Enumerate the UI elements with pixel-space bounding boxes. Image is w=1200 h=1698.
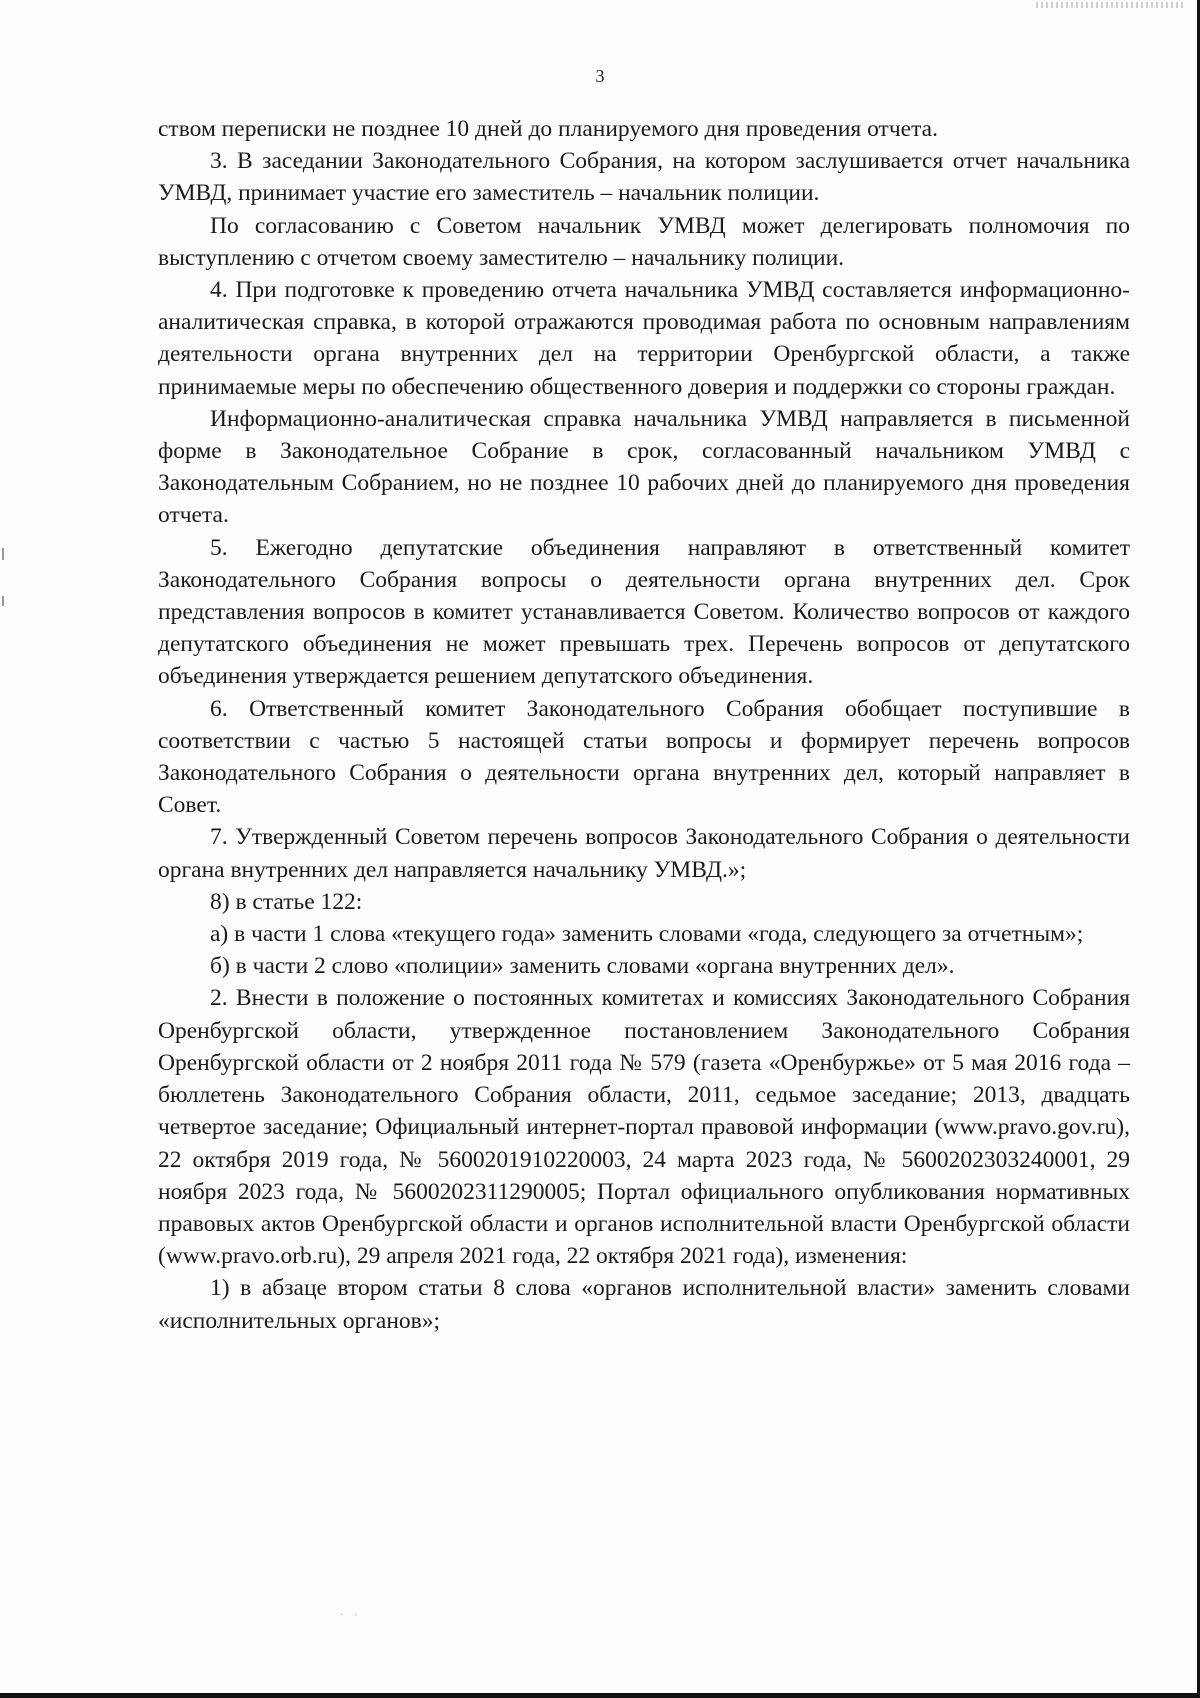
scan-artifact-specks: · · — [340, 1610, 362, 1621]
paragraph: 8) в статье 122: — [210, 888, 363, 915]
paragraph: Информационно-аналитическая справка начальника УМВД направляется в письменной форме в Законодательное Собрание в срок, согласованный начальником УМВД с Законодательным Собранием, но не позднее 10 рабочих дней до планируемого дня проведения отчета. — [158, 405, 1130, 529]
paragraph: б) в части 2 слово «полиции» заменить словами «органа внутренних дел». — [210, 953, 955, 980]
paragraph: а) в части 1 слова «текущего года» заменить словами «года, следующего за отчетным»; — [210, 921, 1084, 948]
scan-artifact-corner — [1036, 2, 1186, 8]
paragraph: 2. Внести в положение о постоянных комитетах и комиссиях Законодательного Собрания Оренбургской области, утвержденное постановлением Законодательного Собрания Оренбургской области от 2 ноября 2011 года № 579 (газета «Оренбуржье» от 5 мая 2016 года – бюллетень Законодательного Собрания области, 2011, седьмое заседание; 2013, двадцать четвертое заседание; Официальный интернет-портал правовой информации (www.pravo.gov.ru), 22 октября 2019 года, № 5600201910220003, 24 марта 2023 года, № 5600202303240001, 29 ноября 2023 года, № 5600202311290005; Портал официального опубликования нормативных правовых актов Оренбургской области и органов исполнительной власти Оренбургской области (www.pravo.orb.ru), 29 апреля 2021 года, 22 октября 2021 года), изменения: — [158, 985, 1130, 1270]
paragraph: 3. В заседании Законодательного Собрания, на котором заслушивается отчет начальника УМВД, принимает участие его заместитель – начальник полиции. — [158, 148, 1130, 207]
paragraph: 4. При подготовке к проведению отчета начальника УМВД составляется информационно-аналитическая справка, в которой отражаются проводимая работа по основным направлениям деятельности органа внутренних дел на территории Оренбургской области, а также принимаемые меры по обеспечению общественного доверия и поддержки со стороны граждан. — [158, 277, 1130, 400]
paragraph: ством переписки не позднее 10 дней до планируемого дня проведения отчета. — [158, 116, 938, 142]
paragraph: 6. Ответственный комитет Законодательного Собрания обобщает поступившие в соответствии с частью 5 настоящей статьи вопросы и формирует перечень вопросов Законодательного Собрания о деятельности органа внутренних дел, который направляет в Совет. — [158, 695, 1130, 819]
document-body — [158, 113, 1130, 1337]
paragraph: 7. Утвержденный Советом перечень вопросов Законодательного Собрания о деятельности органа внутренних дел направляется начальнику УМВД.»; — [158, 824, 1130, 883]
scan-artifact-mark — [2, 548, 4, 560]
paragraph: По согласованию с Советом начальник УМВД может делегировать полномочия по выступлению с отчетом своему заместителю – начальнику полиции. — [158, 212, 1130, 271]
paragraph: 1) в абзаце втором статьи 8 слова «органов исполнительной власти» заменить словами «исполнительных органов»; — [158, 1275, 1130, 1334]
scan-artifact-mark — [2, 596, 4, 606]
page-number: 3 — [595, 66, 605, 86]
paragraph: 5. Ежегодно депутатские объединения направляют в ответственный комитет Законодательного Собрания вопросы о деятельности органа внутренних дел. Срок представления вопросов в комитет устанавливается Советом. Количество вопросов от каждого депутатского объединения не может превышать трех. Перечень вопросов от депутатского объединения утверждается решением депутатского объединения. — [158, 534, 1130, 690]
scan-border-bottom — [0, 1693, 1200, 1698]
